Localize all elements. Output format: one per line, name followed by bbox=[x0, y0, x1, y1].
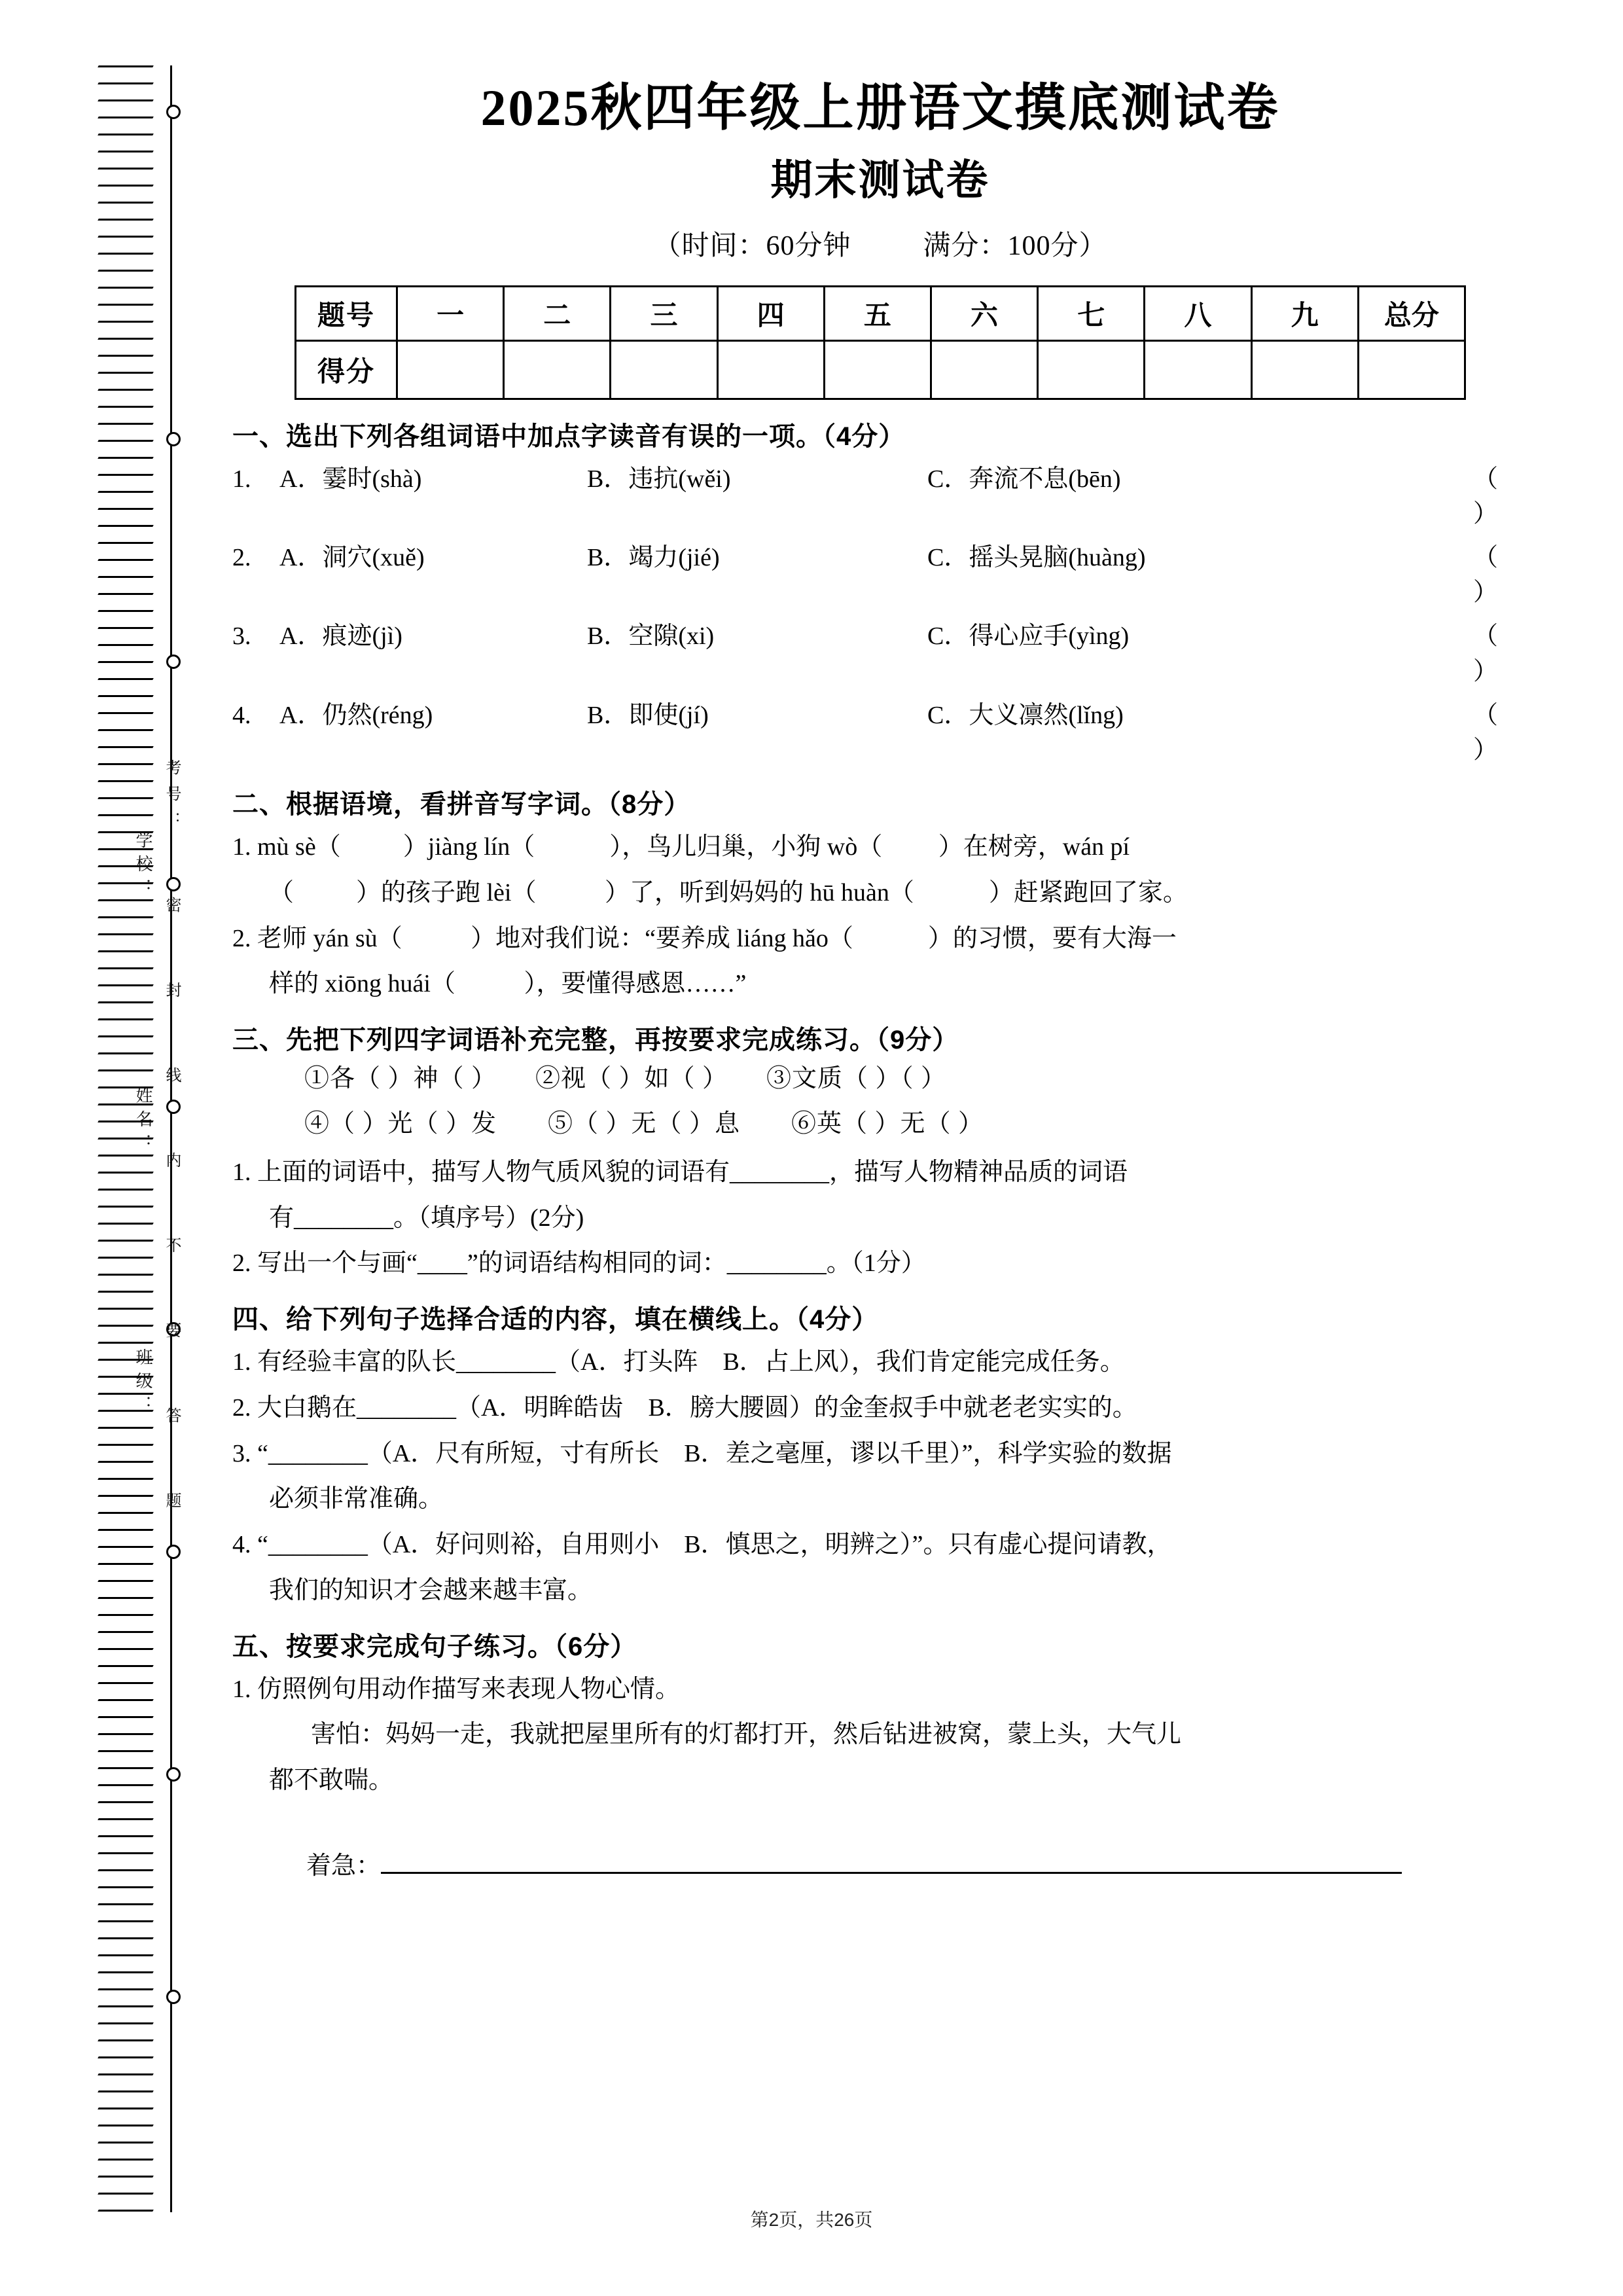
score-col-6: 六 bbox=[931, 286, 1037, 340]
section-heading-3: 三、先把下列四字词语补充完整，再按要求完成练习。（9分） bbox=[232, 1026, 959, 1055]
exam-content bbox=[232, 72, 1528, 1923]
score-value-1[interactable] bbox=[397, 340, 504, 399]
binding-margin bbox=[98, 65, 181, 2212]
section-4-line-3[interactable]: 3. “________（A．尺有所短，寸有所长 B．差之毫厘，谬以千里）”，科学实验的数据 bbox=[232, 1439, 1172, 1467]
score-value-2[interactable] bbox=[504, 340, 611, 399]
rail-mi: 密 bbox=[163, 897, 181, 923]
score-value-3[interactable] bbox=[611, 340, 717, 399]
question-1-3 bbox=[232, 619, 1528, 689]
exam-total: 满分：100分） bbox=[923, 230, 1107, 261]
score-table bbox=[294, 285, 1466, 400]
rail-bu: 不 bbox=[163, 1237, 181, 1263]
option-a[interactable]: A．仍然(réng) bbox=[279, 701, 433, 729]
section-4-line-5[interactable]: 4. “________（A．好问则裕，自用则小 B．慎思之，明辨之）”。只有虚心提问请教， bbox=[232, 1531, 1172, 1559]
section-2-line-2[interactable]: （ ）的孩子跑 lèi（ ）了，听到妈妈的 hū huàn（ ）赶紧跑回了家。 bbox=[269, 878, 1188, 906]
question-number: 3. bbox=[232, 622, 251, 651]
field-school: 学校： bbox=[134, 831, 153, 902]
option-a[interactable]: A．痕迹(jì) bbox=[279, 622, 402, 651]
section-heading-4: 四、给下列句子选择合适的内容，填在横线上。（4分） bbox=[232, 1305, 879, 1335]
section-heading-1: 一、选出下列各组词语中加点字读音有误的一项。（4分） bbox=[232, 422, 906, 451]
page-footer: 第2页，共26页 bbox=[750, 2210, 873, 2230]
rail-nei: 内 bbox=[163, 1152, 181, 1178]
table-row-scores bbox=[296, 340, 1465, 399]
option-c[interactable]: C．奔流不息(bēn) bbox=[927, 465, 1121, 493]
option-c[interactable]: C．大义凛然(lǐng) bbox=[927, 701, 1124, 729]
section-2-line-1[interactable]: 1. mù sè（ ）jiàng lín（ ），鸟儿归巢，小狗 wò（ ）在树旁，wán pí bbox=[232, 833, 1130, 861]
page-title: 2025秋四年级上册语文摸底测试卷 bbox=[480, 79, 1280, 136]
section-3-word-row-2[interactable]: ④（ ）光（ ）发 ⑤（ ）无（ ）息 ⑥英（ ）无（ ） bbox=[304, 1109, 984, 1138]
option-c[interactable]: C．得心应手(yìng) bbox=[927, 622, 1130, 651]
section-4-line-1[interactable]: 1. 有经验丰富的队长________（A．打头阵 B．占上风），我们肯定能完成任务。 bbox=[232, 1348, 1125, 1376]
answer-box[interactable]: （ ） bbox=[1472, 544, 1528, 607]
score-value-6[interactable] bbox=[931, 340, 1037, 399]
option-b[interactable]: B．即使(jí) bbox=[587, 701, 709, 729]
answer-box[interactable]: （ ） bbox=[1472, 701, 1528, 764]
option-b[interactable]: B．竭力(jié) bbox=[587, 544, 720, 572]
answer-rule[interactable] bbox=[381, 1846, 1402, 1874]
score-value-9[interactable] bbox=[1251, 340, 1358, 399]
question-number: 2. bbox=[232, 544, 251, 572]
score-col-2: 二 bbox=[504, 286, 611, 340]
section-3-line-3[interactable]: 2. 写出一个与画“____”的词语结构相同的词：________。（1分） bbox=[232, 1249, 926, 1278]
section-3-line-2[interactable]: 有________。（填序号）(2分) bbox=[269, 1204, 584, 1232]
page-subtitle: 期末测试卷 bbox=[770, 156, 990, 204]
section-5-line-3: 都不敢喘。 bbox=[269, 1767, 394, 1795]
field-class: 班级： bbox=[134, 1348, 153, 1419]
section-4-line-4[interactable]: 必须非常准确。 bbox=[269, 1485, 444, 1513]
section-3-word-row-1[interactable]: ①各（ ）神（ ） ②视（ ）如（ ） ③文质（ ）（ ） bbox=[304, 1065, 947, 1093]
option-a[interactable]: A．霎时(shà) bbox=[279, 465, 422, 493]
score-col-4: 四 bbox=[717, 286, 824, 340]
exam-time: （时间：60分钟 bbox=[653, 230, 851, 261]
exam-info bbox=[232, 224, 1528, 263]
field-name: 姓名： bbox=[134, 1086, 153, 1157]
section-heading-5: 五、按要求完成句子练习。（6分） bbox=[232, 1632, 637, 1661]
score-col-5: 五 bbox=[824, 286, 931, 340]
score-col-3: 三 bbox=[611, 286, 717, 340]
table-row-header bbox=[296, 286, 1465, 340]
option-a[interactable]: A．洞穴(xuě) bbox=[279, 544, 425, 572]
question-number: 4. bbox=[232, 701, 251, 729]
section-5-prompt: 着急： bbox=[306, 1852, 382, 1880]
rail-feng: 封 bbox=[163, 982, 181, 1008]
score-table-row-label: 题号 bbox=[296, 286, 397, 340]
section-4-line-6[interactable]: 我们的知识才会越来越丰富。 bbox=[269, 1576, 593, 1604]
section-2-line-3[interactable]: 2. 老师 yán sù（ ）地对我们说：“要养成 liáng hǎo（ ）的习惯，要有大海一 bbox=[232, 924, 1177, 952]
option-b[interactable]: B．空隙(xi) bbox=[587, 622, 715, 651]
rail-yao: 要 bbox=[163, 1322, 181, 1348]
section-5-line-2: 害怕：妈妈一走，我就把屋里所有的灯都打开，然后钻进被窝，蒙上头，大气儿 bbox=[311, 1721, 1182, 1749]
score-col-total: 总分 bbox=[1358, 286, 1465, 340]
rail-ti: 题 bbox=[163, 1492, 181, 1518]
section-3-line-1[interactable]: 1. 上面的词语中，描写人物气质风貌的词语有________，描写人物精神品质的词语 bbox=[232, 1158, 1128, 1186]
section-5-line-4[interactable] bbox=[232, 1808, 1528, 1923]
answer-box[interactable]: （ ） bbox=[1472, 465, 1528, 528]
score-value-total[interactable] bbox=[1358, 340, 1465, 399]
option-c[interactable]: C．摇头晃脑(huàng) bbox=[927, 544, 1146, 572]
score-value-5[interactable] bbox=[824, 340, 931, 399]
score-table-score-label: 得分 bbox=[296, 340, 397, 399]
question-number: 1. bbox=[232, 465, 251, 493]
question-1-2 bbox=[232, 541, 1528, 610]
rail-xian: 线 bbox=[163, 1067, 181, 1093]
section-5-line-1: 1. 仿照例句用动作描写来表现人物心情。 bbox=[232, 1675, 681, 1703]
rail-da: 答 bbox=[163, 1407, 181, 1433]
rail-kaohao: 考号： bbox=[163, 759, 181, 838]
question-1-1 bbox=[232, 462, 1528, 531]
section-2-line-4[interactable]: 样的 xiōng huái（ ），要懂得感恩……” bbox=[269, 970, 747, 998]
score-value-7[interactable] bbox=[1038, 340, 1145, 399]
question-1-4 bbox=[232, 698, 1528, 768]
section-4-line-2[interactable]: 2. 大白鹅在________（A．明眸皓齿 B．膀大腰圆）的金奎叔手中就老老实实的。 bbox=[232, 1393, 1137, 1422]
option-b[interactable]: B．违抗(wěi) bbox=[587, 465, 731, 493]
section-heading-2: 二、根据语境，看拼音写字词。（8分） bbox=[232, 790, 691, 819]
score-value-4[interactable] bbox=[717, 340, 824, 399]
score-col-8: 八 bbox=[1145, 286, 1251, 340]
score-col-9: 九 bbox=[1251, 286, 1358, 340]
answer-box[interactable]: （ ） bbox=[1472, 622, 1528, 685]
score-col-7: 七 bbox=[1038, 286, 1145, 340]
margin-rule bbox=[170, 65, 172, 2212]
score-col-1: 一 bbox=[397, 286, 504, 340]
score-value-8[interactable] bbox=[1145, 340, 1251, 399]
